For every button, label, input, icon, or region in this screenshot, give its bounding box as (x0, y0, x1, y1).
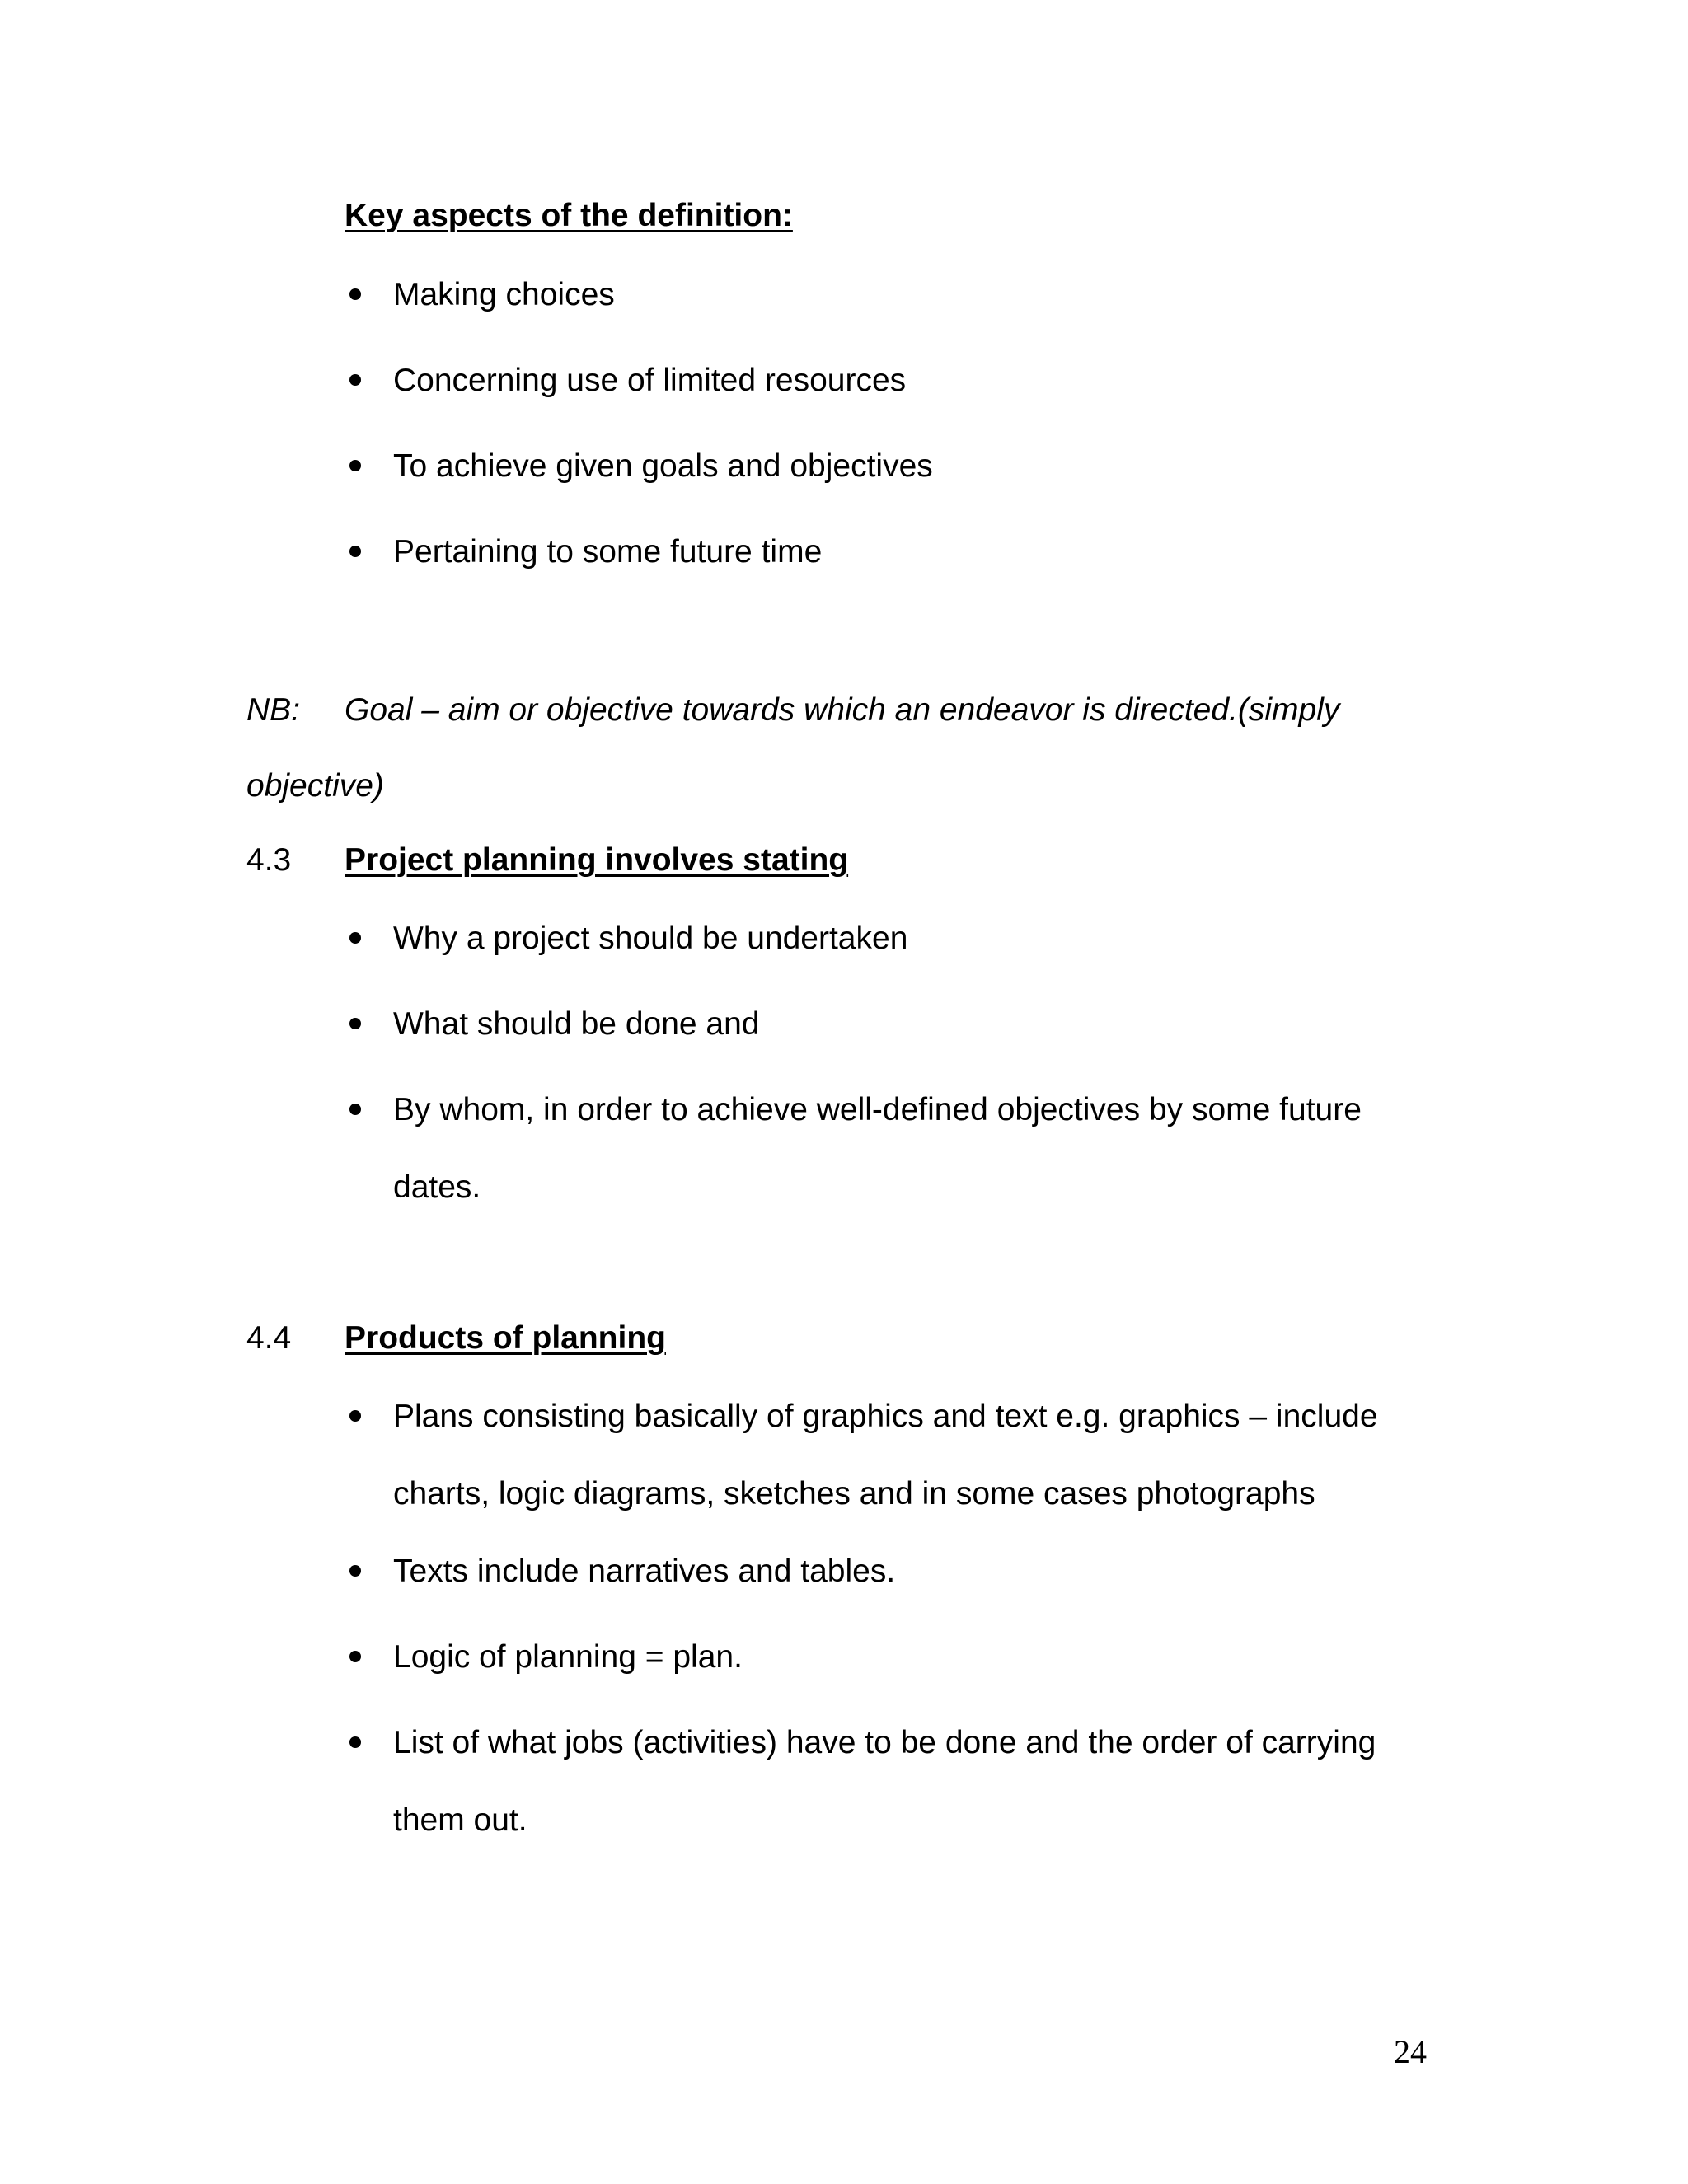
list-item: What should be done and (393, 1006, 760, 1042)
note-text-line-1: Goal – aim or objective towards which an endeavor is directed.(simply (345, 692, 1340, 728)
bullet-icon (349, 932, 361, 944)
bullet-icon (349, 460, 361, 471)
section-number: 4.4 (246, 1320, 292, 1356)
page-number: 24 (1394, 2033, 1427, 2070)
bullet-icon (349, 1565, 361, 1577)
section-heading: Products of planning (345, 1320, 666, 1356)
section-heading: Project planning involves stating (345, 842, 849, 878)
list-item: To achieve given goals and objectives (393, 448, 933, 484)
key-aspects-heading: Key aspects of the definition: (345, 198, 793, 233)
bullet-icon (349, 1651, 361, 1662)
list-item: Why a project should be undertaken (393, 921, 908, 956)
list-item: Concerning use of limited resources (393, 363, 907, 398)
list-item: List of what jobs (activities) have to be done and the order of carrying (393, 1725, 1376, 1760)
bullet-icon (349, 1736, 361, 1748)
bullet-icon (349, 1410, 361, 1422)
bullet-icon (349, 1018, 361, 1029)
list-item-continuation: them out. (393, 1802, 528, 1838)
list-item: Texts include narratives and tables. (393, 1554, 896, 1589)
list-item: Making choices (393, 277, 615, 312)
section-number: 4.3 (246, 842, 292, 878)
list-item-continuation: charts, logic diagrams, sketches and in some cases photographs (393, 1476, 1315, 1511)
list-item: Logic of planning = plan. (393, 1639, 743, 1675)
list-item: Plans consisting basically of graphics and text e.g. graphics – include (393, 1399, 1378, 1434)
list-item: Pertaining to some future time (393, 534, 823, 569)
note-label: NB: (246, 692, 301, 728)
bullet-icon (349, 546, 361, 557)
bullet-icon (349, 1104, 361, 1115)
list-item-continuation: dates. (393, 1169, 481, 1205)
note-text-line-2: objective) (246, 768, 384, 804)
list-item: By whom, in order to achieve well-defined objectives by some future (393, 1092, 1362, 1127)
bullet-icon (349, 374, 361, 386)
bullet-icon (349, 288, 361, 300)
